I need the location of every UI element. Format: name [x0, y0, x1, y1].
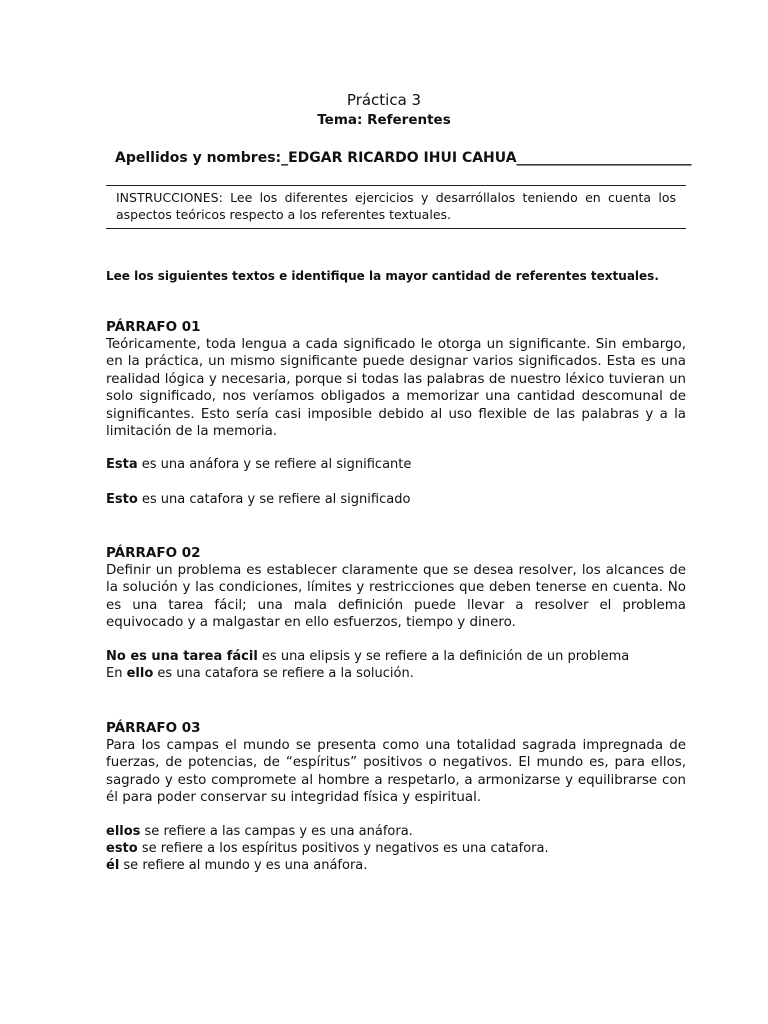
referent-explanation: es una catafora y se refiere al significado — [137, 491, 411, 507]
exercise-prompt: Lee los siguientes textos e identifique la mayor cantidad de referentes textuales. — [106, 269, 659, 283]
referent-explanation: se refiere a las campas y es una anáfora. — [140, 823, 413, 839]
referent-note — [106, 665, 686, 682]
referent-term: ellos — [106, 823, 141, 839]
instructions-text: INSTRUCCIONES: Lee los diferentes ejercicios y desarróllalos teniendo en cuenta los aspectos teóricos respecto a los referentes textuales. — [116, 190, 676, 222]
referent-note — [106, 857, 686, 874]
referent-note — [106, 648, 686, 665]
paragraph-heading: PÁRRAFO 02 — [106, 545, 201, 561]
document-subtitle: Tema: Referentes — [317, 112, 451, 128]
referent-term: él — [106, 858, 120, 874]
referent-explanation: es una anáfora y se refiere al significante — [137, 457, 412, 473]
document-title: Práctica 3 — [346, 91, 422, 109]
paragraph-text: Definir un problema es establecer claramente que se desea resolver, los alcances de la solución y las condiciones, límites y restricciones que deben tenerse en cuenta. No es una tarea fácil; una mala definición puede llevar a resolver el problema equivocado y a malgastar en ello esfuerzos, tiempo y dinero. — [106, 563, 686, 631]
paragraph-heading: PÁRRAFO 01 — [106, 319, 201, 335]
paragraph-section-2 — [106, 545, 686, 682]
referent-note — [106, 491, 686, 508]
referent-note — [106, 840, 686, 857]
referent-term: Esto — [106, 491, 138, 507]
referent-explanation: se refiere a los espíritus positivos y negativos es una catafora. — [137, 841, 549, 857]
referent-prefix: En — [106, 666, 127, 682]
referent-explanation: es una elipsis y se refiere a la definición de un problema — [257, 648, 630, 664]
referent-explanation: se refiere al mundo y es una anáfora. — [119, 858, 368, 874]
paragraph-heading: PÁRRAFO 03 — [106, 720, 201, 736]
referent-term: Esta — [106, 457, 138, 473]
referent-term: ello — [126, 666, 154, 682]
paragraph-text: Teóricamente, toda lengua a cada significado le otorga un significante. Sin embargo, en la práctica, un mismo significante puede designar varios significados. Esta es una realidad lógica y necesaria, porque si todas las palabras de nuestro léxico tuvieran un solo significado, nos veríamos obligados a memorizar una cantidad descomunal de significantes. Esto sería casi imposible debido al uso flexible de las palabras y a la limitación de la memoria. — [106, 337, 686, 440]
referent-term: esto — [106, 841, 138, 857]
instructions-box — [106, 185, 686, 229]
paragraph-text: Para los campas el mundo se presenta como una totalidad sagrada impregnada de fuerzas, de potencias, de “espíritus” positivos o negativos. El mundo es, para ellos, sagrado y esto compromete al hombre a respetarlo, a armonizarse y equilibrarse con él para poder conservar su integridad física y espiritual. — [106, 738, 686, 806]
paragraph-section-3 — [106, 720, 686, 875]
paragraph-section-1 — [106, 319, 686, 508]
referent-term: No es una tarea fácil — [106, 648, 258, 664]
referent-note — [106, 456, 686, 473]
referent-explanation: es una catafora se refiere a la solución. — [153, 666, 414, 682]
referent-note — [106, 823, 686, 840]
student-name-line: Apellidos y nombres:_EDGAR RICARDO IHUI CAHUA_________________________ — [115, 150, 692, 166]
